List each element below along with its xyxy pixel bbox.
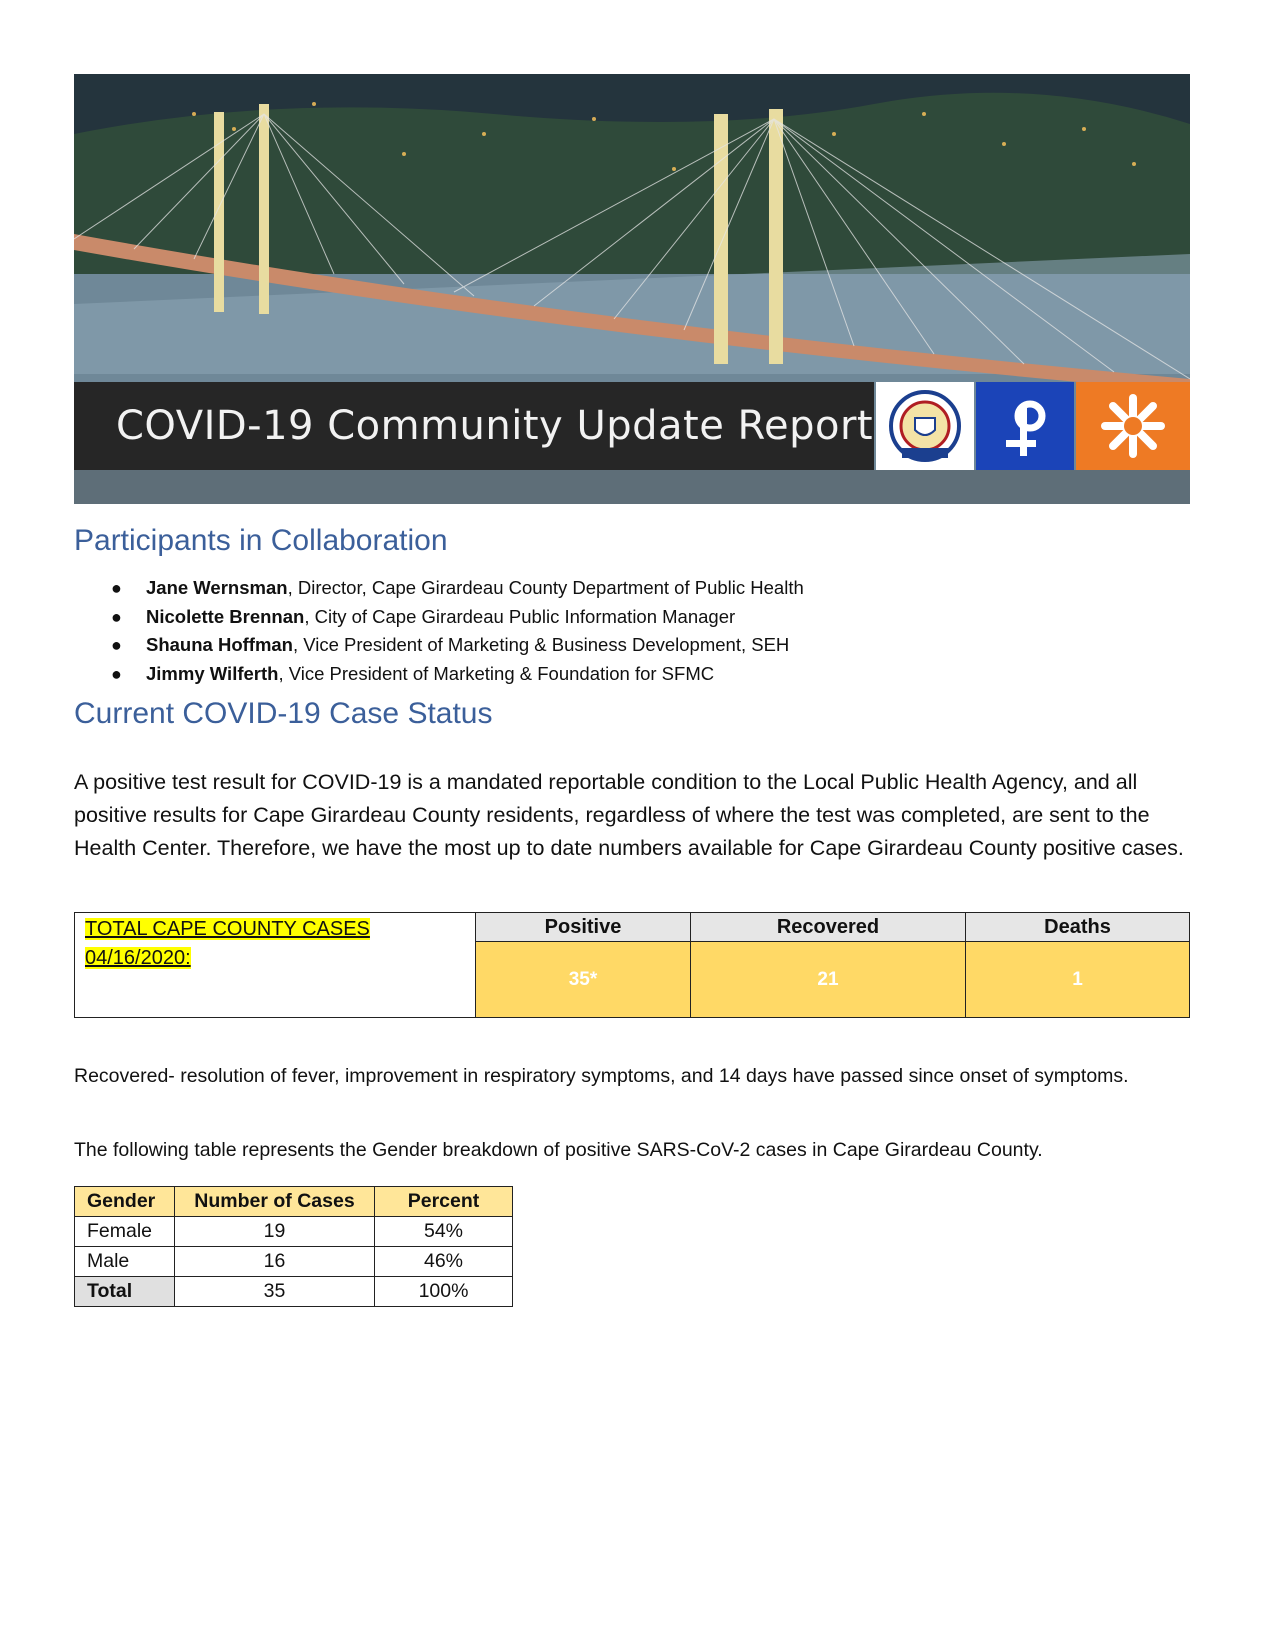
case-status-table: [74, 912, 1190, 1018]
percent-cell: 100%: [375, 1277, 513, 1307]
list-item: [111, 574, 804, 603]
report-page: [74, 74, 1190, 1302]
participants-list: [74, 574, 804, 688]
case-status-paragraph: A positive test result for COVID-19 is a mandated reportable condition to the Local Public Health Agency, and all positive results for Cape Girardeau County residents, regardless of where the test was completed, are sent to the Health Center. Therefore, we have the most up to date numbers available for Cape Girardeau County positive cases.: [74, 770, 1184, 860]
participant-role: , City of Cape Girardeau Public Information Manager: [304, 605, 736, 627]
positive-count: 35*: [476, 942, 691, 1018]
cases-cell: 35: [175, 1277, 375, 1307]
header-banner: [74, 74, 1190, 504]
participant-name: Jane Wernsman: [146, 577, 288, 598]
case-status-heading: Current COVID-19 Case Status: [74, 697, 493, 730]
gender-cell: Male: [75, 1247, 175, 1277]
total-label-date: 04/16/2020:: [85, 947, 191, 969]
participant-role: , Vice President of Marketing & Business Development, SEH: [292, 634, 790, 655]
recovered-definition: Recovered- resolution of fever, improvement in respiratory symptoms, and 14 days have passed since onset of symptoms.: [74, 1065, 1129, 1087]
col-recovered: Recovered: [691, 913, 966, 942]
participant-role: , Vice President of Marketing & Foundation for SFMC: [278, 662, 715, 684]
bullet-icon: ●: [111, 635, 122, 655]
bullet-icon: ●: [111, 578, 122, 598]
gender-header: Gender: [75, 1187, 175, 1217]
col-positive: Positive: [476, 913, 691, 942]
table-row: [75, 1217, 513, 1247]
hospital-logo: [976, 382, 1074, 470]
gender-table-intro: The following table represents the Gender breakdown of positive SARS-CoV-2 cases in Cape Girardeau County.: [74, 1139, 1043, 1161]
cases-header: Number of Cases: [175, 1187, 375, 1217]
gender-table: [74, 1186, 513, 1307]
list-item: [111, 603, 804, 632]
gender-cell: Total: [75, 1277, 175, 1307]
participant-name: Shauna Hoffman: [146, 634, 293, 655]
table-row: [75, 1247, 513, 1277]
participant-role: , Director, Cape Girardeau County Department of Public Health: [287, 577, 804, 598]
list-item: [111, 660, 804, 689]
deaths-count: 1: [966, 942, 1190, 1018]
bullet-icon: ●: [111, 663, 122, 684]
recovered-count: 21: [691, 942, 966, 1018]
participant-name: Nicolette Brennan: [146, 605, 305, 627]
gender-cell: Female: [75, 1217, 175, 1247]
percent-header: Percent: [375, 1187, 513, 1217]
total-cases-label: [75, 913, 476, 1018]
cases-cell: 19: [175, 1217, 375, 1247]
report-title: COVID-19 Community Update Report: [116, 403, 874, 449]
medical-center-logo: [1076, 382, 1190, 470]
banner-title-bar: [74, 382, 874, 470]
percent-cell: 46%: [375, 1247, 513, 1277]
col-deaths: Deaths: [966, 913, 1190, 942]
percent-cell: 54%: [375, 1217, 513, 1247]
participants-heading: Participants in Collaboration: [74, 524, 448, 557]
bullet-icon: ●: [111, 606, 122, 627]
list-item: [111, 631, 804, 660]
participant-name: Jimmy Wilferth: [146, 662, 279, 684]
cape-county-public-health-logo: [876, 382, 974, 470]
total-label-line1: TOTAL CAPE COUNTY CASES: [85, 918, 370, 940]
cases-cell: 16: [175, 1247, 375, 1277]
table-row-total: [75, 1277, 513, 1307]
